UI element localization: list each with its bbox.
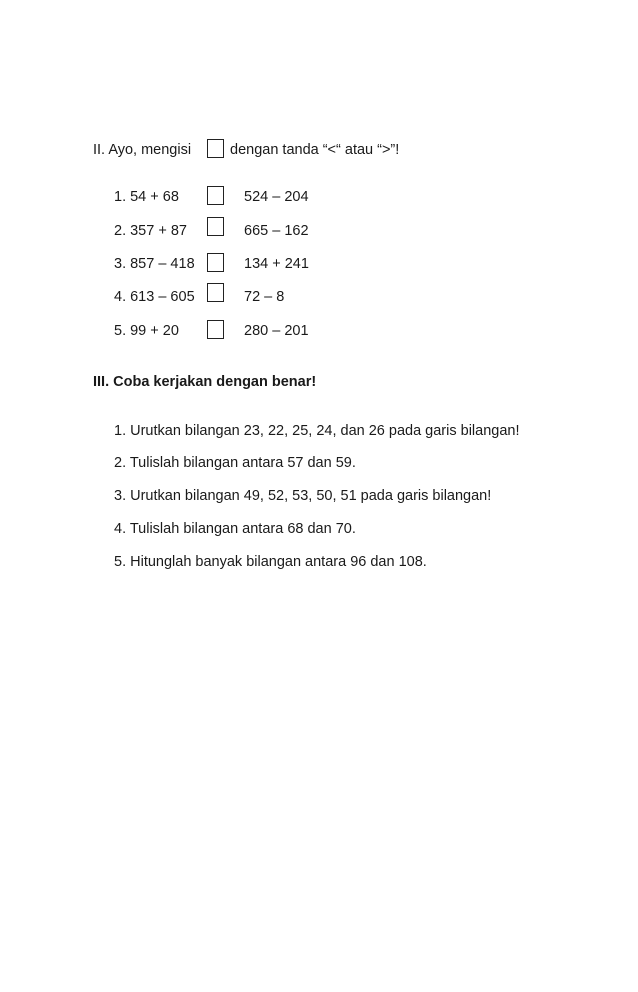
answer-box-example: [207, 139, 224, 158]
exercise-item: 3. Urutkan bilangan 49, 52, 53, 50, 51 pada garis bilangan!: [114, 488, 492, 504]
answer-box[interactable]: [207, 320, 224, 339]
section3-heading: III. Coba kerjakan dengan benar!: [93, 374, 317, 390]
answer-box[interactable]: [207, 283, 224, 302]
comparison-left-expression: 2. 357 + 87: [114, 223, 187, 239]
section2-heading-suffix: dengan tanda “<“ atau “>”!: [230, 142, 400, 158]
comparison-right-expression: 524 – 204: [244, 189, 309, 205]
exercise-item: 4. Tulislah bilangan antara 68 dan 70.: [114, 521, 356, 537]
answer-box[interactable]: [207, 186, 224, 205]
comparison-right-expression: 134 + 241: [244, 256, 309, 272]
answer-box[interactable]: [207, 253, 224, 272]
section2-heading-prefix: II. Ayo, mengisi: [93, 142, 192, 158]
comparison-left-expression: 3. 857 – 418: [114, 256, 195, 272]
comparison-right-expression: 280 – 201: [244, 323, 309, 339]
comparison-left-expression: 1. 54 + 68: [114, 189, 179, 205]
comparison-right-expression: 665 – 162: [244, 223, 309, 239]
answer-box[interactable]: [207, 217, 224, 236]
exercise-item: 5. Hitunglah banyak bilangan antara 96 dan 108.: [114, 554, 427, 570]
comparison-left-expression: 4. 613 – 605: [114, 289, 195, 305]
exercise-item: 2. Tulislah bilangan antara 57 dan 59.: [114, 455, 356, 471]
exercise-item: 1. Urutkan bilangan 23, 22, 25, 24, dan 26 pada garis bilangan!: [114, 423, 520, 439]
comparison-left-expression: 5. 99 + 20: [114, 323, 179, 339]
comparison-right-expression: 72 – 8: [244, 289, 285, 305]
